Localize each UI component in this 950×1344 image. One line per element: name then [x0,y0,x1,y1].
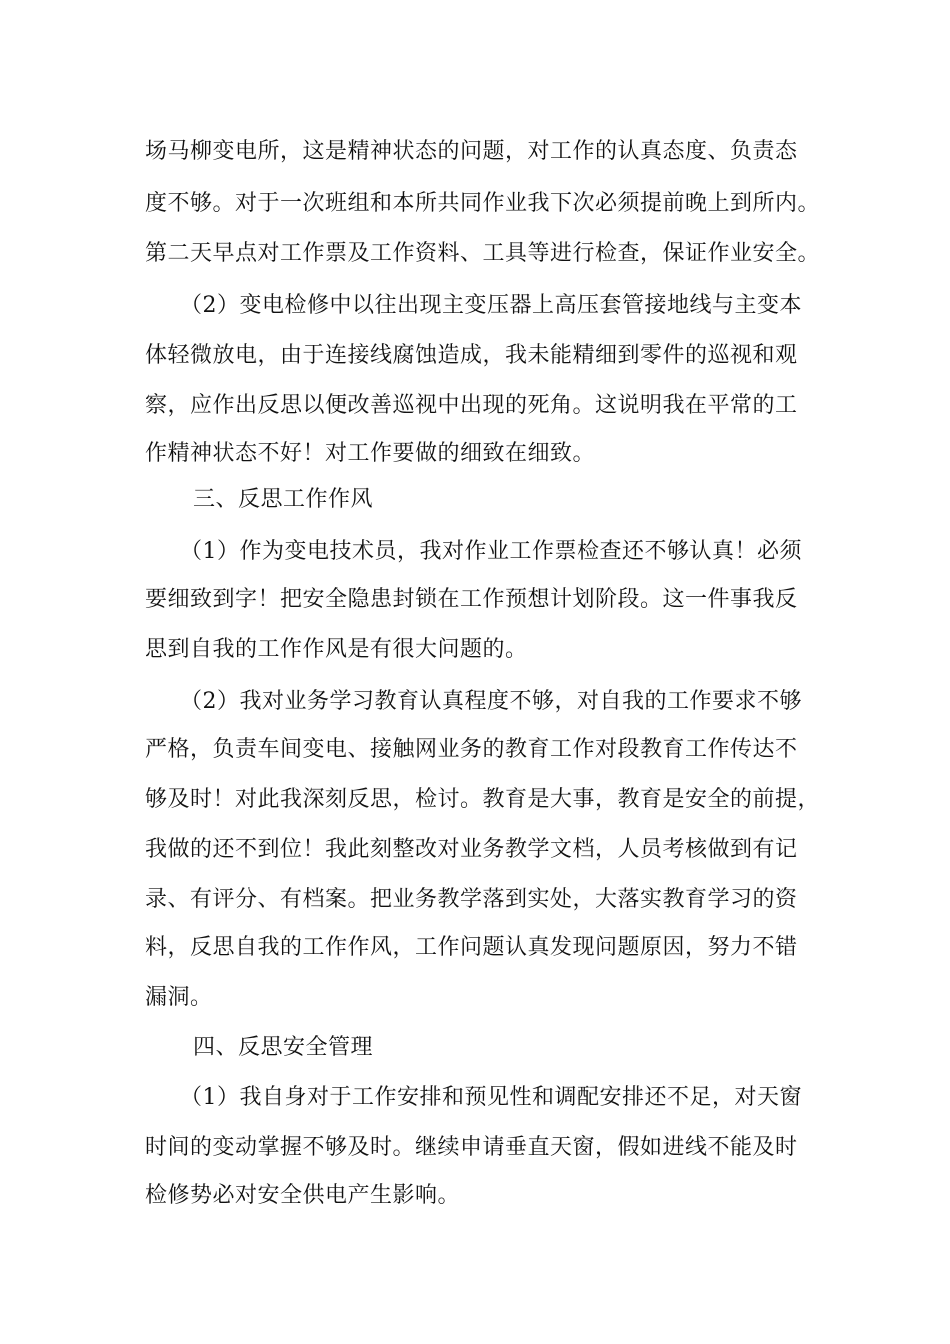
paragraph-line: 作精神状态不好！对工作要做的细致在细致。 [145,441,596,466]
paragraph-line: 我做的还不到位！我此刻整改对业务教学文档，人员考核做到有记 [145,837,798,862]
paragraph-line: 够及时！对此我深刻反思，检讨。教育是大事，教育是安全的前提， [145,787,821,812]
paragraph-line: 要细致到字！把安全隐患封锁在工作预想计划阶段。这一件事我反 [145,587,798,612]
paragraph-line: 录、有评分、有档案。把业务教学落到实处，大落实教育学习的资 [145,887,798,912]
section-heading: 三、反思工作作风 [193,487,374,512]
paragraph-line: 料，反思自我的工作作风，工作问题认真发现问题原因，努力不错 [145,935,798,960]
paragraph-line: 场马柳变电所，这是精神状态的问题，对工作的认真态度、负责态 [145,139,798,164]
paragraph-line: 思到自我的工作作风是有很大问题的。 [145,637,528,662]
paragraph-line: 察，应作出反思以便改善巡视中出现的死角。这说明我在平常的工 [145,393,798,418]
paragraph-line: 度不够。对于一次班组和本所共同作业我下次必须提前晚上到所内。 [145,191,821,216]
paragraph-line: 时间的变动掌握不够及时。继续申请垂直天窗，假如进线不能及时 [145,1135,798,1160]
paragraph-line: 严格，负责车间变电、接触网业务的教育工作对段教育工作传达不 [145,737,798,762]
paragraph-line: （1）我自身对于工作安排和预见性和调配安排还不足，对天窗 [180,1085,802,1110]
paragraph-line: （2）我对业务学习教育认真程度不够，对自我的工作要求不够 [180,689,802,714]
paragraph-line: 检修势必对安全供电产生影响。 [145,1183,461,1208]
paragraph-line: 第二天早点对工作票及工作资料、工具等进行检查，保证作业安全。 [145,241,821,266]
section-heading: 四、反思安全管理 [193,1035,374,1060]
paragraph-line: 体轻微放电，由于连接线腐蚀造成，我未能精细到零件的巡视和观 [145,343,798,368]
paragraph-line: 漏洞。 [145,985,213,1010]
paragraph-line: （1）作为变电技术员，我对作业工作票检查还不够认真！必须 [180,539,802,564]
paragraph-line: （2）变电检修中以往出现主变压器上高压套管接地线与主变本 [180,293,802,318]
